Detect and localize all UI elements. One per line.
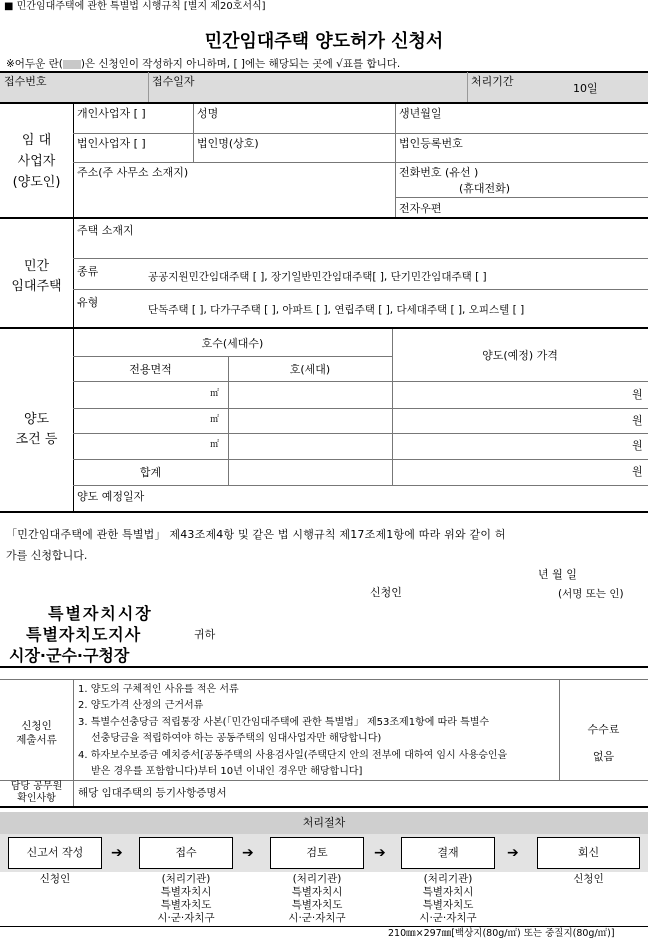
process-actor: 특별자치도	[160, 899, 212, 911]
arrow-right-icon: ➔	[374, 845, 386, 861]
process-actor: 특별자치시	[422, 886, 474, 898]
applicant-section-label-1: 임 대	[21, 133, 52, 148]
corporate-business-checkbox[interactable]: 법인사업자 [ ]	[77, 137, 146, 150]
process-step-label: 접수	[175, 846, 197, 859]
total-price-unit: 원	[632, 465, 643, 478]
process-step-label: 검토	[306, 846, 328, 859]
paper-spec: 210㎜×297㎜[백상지(80g/㎡) 또는 중질지(80g/㎡)]	[388, 928, 615, 939]
housing-location-field-label: 주택 소재지	[77, 224, 134, 237]
official-check-label-2: 확인사항	[17, 793, 56, 804]
process-actor: (처리기관)	[423, 873, 473, 885]
process-actor: (처리기관)	[161, 873, 211, 885]
phone-mobile-field-label: (휴대전화)	[459, 182, 511, 195]
addressee-line-3: 시장·군수·구청장	[9, 646, 130, 665]
transfer-price-header: 양도(예정) 가격	[482, 349, 558, 362]
process-actor: 특별자치도	[422, 899, 474, 911]
fee-value: 없음	[592, 750, 615, 763]
process-actor-group	[139, 873, 233, 925]
honorific-label: 귀하	[194, 628, 216, 641]
households-header: 호(세대)	[289, 363, 331, 376]
document-list-item: 선충당금을 적립하여야 하는 공동주택의 임대사업자만 해당합니다)	[91, 733, 382, 745]
price-unit: 원	[632, 388, 643, 401]
application-date: 년 월 일	[538, 568, 577, 581]
process-actor-group	[401, 873, 495, 925]
conditions-section-label	[0, 410, 73, 450]
arrow-right-icon: ➔	[507, 845, 519, 861]
receipt-date-label: 접수일자	[152, 75, 195, 88]
processing-period-label: 처리기간	[471, 75, 514, 88]
addressee-line-2: 특별자치도지사	[26, 625, 142, 644]
process-step-label: 회신	[577, 846, 600, 859]
document-list-item: 4. 하자보수보증금 예치증서[공동주택의 사용검사일(주택단지 안의 전부에 대하여 임시 사용승인을	[78, 749, 508, 761]
receipt-number-label: 접수번호	[4, 75, 47, 88]
process-actor: 시·군·자치구	[288, 912, 346, 924]
regulation-reference: ■ 민간임대주택에 관한 특별법 시행규칙 [별지 제20호서식]	[4, 1, 266, 12]
area-unit: ㎡	[210, 415, 220, 425]
units-header: 호수(세대수)	[201, 337, 264, 350]
process-actor: 신청인	[573, 873, 604, 885]
housing-kind-options[interactable]: 공공지원민간임대주택 [ ], 장기일반민간임대주택[ ], 단기민간임대주택 [ ]	[148, 271, 487, 283]
name-field-label: 성명	[197, 107, 219, 120]
process-actor: 특별자치시	[291, 886, 343, 898]
housing-section-label-2: 임대주택	[11, 279, 62, 294]
document-list-item: 1. 양도의 구체적인 사유를 적은 서류	[78, 684, 239, 695]
price-unit: 원	[632, 439, 643, 452]
corporate-reg-number-field-label: 법인등록번호	[399, 137, 463, 150]
conditions-section-label-2: 조건 등	[15, 432, 58, 447]
housing-section-label-1: 민간	[23, 259, 50, 274]
signature-note: (서명 또는 인)	[558, 588, 624, 600]
applicant-section-label-2: 사업자	[17, 154, 56, 169]
housing-type-options[interactable]: 단독주택 [ ], 다가구주택 [ ], 아파트 [ ], 연립주택 [ ], 다세대주택 [ ], 오피스텔 [ ]	[148, 304, 525, 316]
phone-landline-field-label: 전화번호 (유선 )	[399, 166, 479, 179]
email-field-label: 전자우편	[399, 202, 442, 215]
shaded-swatch-icon	[63, 60, 81, 69]
process-actor: 특별자치도	[291, 899, 343, 911]
process-step-label: 결재	[437, 846, 459, 859]
birth-date-field-label: 생년월일	[399, 107, 442, 120]
addressee-line-1: 특별자치시장	[48, 604, 153, 623]
receipt-bar	[0, 72, 648, 102]
form-note-suffix: )은 신청인이 작성하지 아니하며, [ ]에는 해당되는 곳에 √표를 합니다.	[80, 58, 401, 70]
official-check-label-1: 담당 공무원	[10, 781, 63, 792]
area-unit: ㎡	[210, 389, 220, 399]
declaration-text-line-1: 「민간임대주택에 관한 특별법」 제43조제4항 및 같은 법 시행규칙 제17조제1항에 따라 위와 같이 허	[6, 528, 506, 541]
process-step-label: 신고서 작성	[26, 846, 84, 859]
document-list-item: 2. 양도가격 산정의 근거서류	[78, 700, 204, 712]
process-actor: (처리기관)	[292, 873, 342, 885]
applicant-documents-label-1: 신청인	[21, 720, 52, 732]
area-header: 전용면적	[129, 363, 172, 376]
document-list-item: 3. 특별수선충당금 적립통장 사본(「민간임대주택에 관한 특별법」 제53조제1항에 따라 특별수	[78, 716, 490, 728]
process-actor-group	[270, 873, 364, 925]
process-actor: 특별자치시	[160, 886, 212, 898]
process-actor: 시·군·자치구	[419, 912, 477, 924]
process-actor: 신청인	[39, 873, 71, 885]
total-label: 합계	[139, 466, 162, 479]
applicant-section-label	[0, 130, 73, 193]
corporate-name-field-label: 법인명(상호)	[197, 137, 259, 150]
address-field-label: 주소(주 사무소 소재지)	[77, 166, 189, 179]
declaration-text-line-2: 가를 신청합니다.	[6, 549, 88, 562]
conditions-section-label-1: 양도	[23, 412, 50, 427]
arrow-right-icon: ➔	[242, 845, 254, 861]
form-note	[6, 59, 400, 70]
page-title: 민간임대주택 양도허가 신청서	[204, 31, 444, 52]
transfer-date-field-label: 양도 예정일자	[77, 490, 145, 503]
document-list	[78, 682, 507, 780]
official-check-item: 해당 임대주택의 등기사항증명서	[78, 787, 227, 799]
form-note-prefix: ※어두운 란(	[6, 58, 63, 70]
process-actor: 시·군·자치구	[157, 912, 215, 924]
process-title: 처리절차	[302, 816, 346, 829]
document-list-item: 받은 경우를 포함합니다)부터 10년 이내인 경우만 해당합니다]	[91, 766, 363, 778]
processing-period-value: 10일	[573, 82, 598, 95]
arrow-right-icon: ➔	[111, 845, 123, 861]
housing-type-label: 유형	[77, 296, 99, 309]
applicant-section-label-3: (양도인)	[12, 175, 61, 190]
applicant-signature-label: 신청인	[370, 586, 402, 599]
applicant-documents-label-2: 제출서류	[16, 734, 57, 746]
area-unit: ㎡	[210, 440, 220, 450]
applicant-documents-label	[0, 719, 73, 747]
housing-section-label	[0, 257, 73, 297]
official-check-label	[0, 781, 73, 805]
housing-kind-label: 종류	[77, 265, 99, 278]
individual-business-checkbox[interactable]: 개인사업자 [ ]	[77, 107, 146, 120]
fee-label: 수수료	[587, 723, 620, 736]
price-unit: 원	[632, 414, 643, 427]
